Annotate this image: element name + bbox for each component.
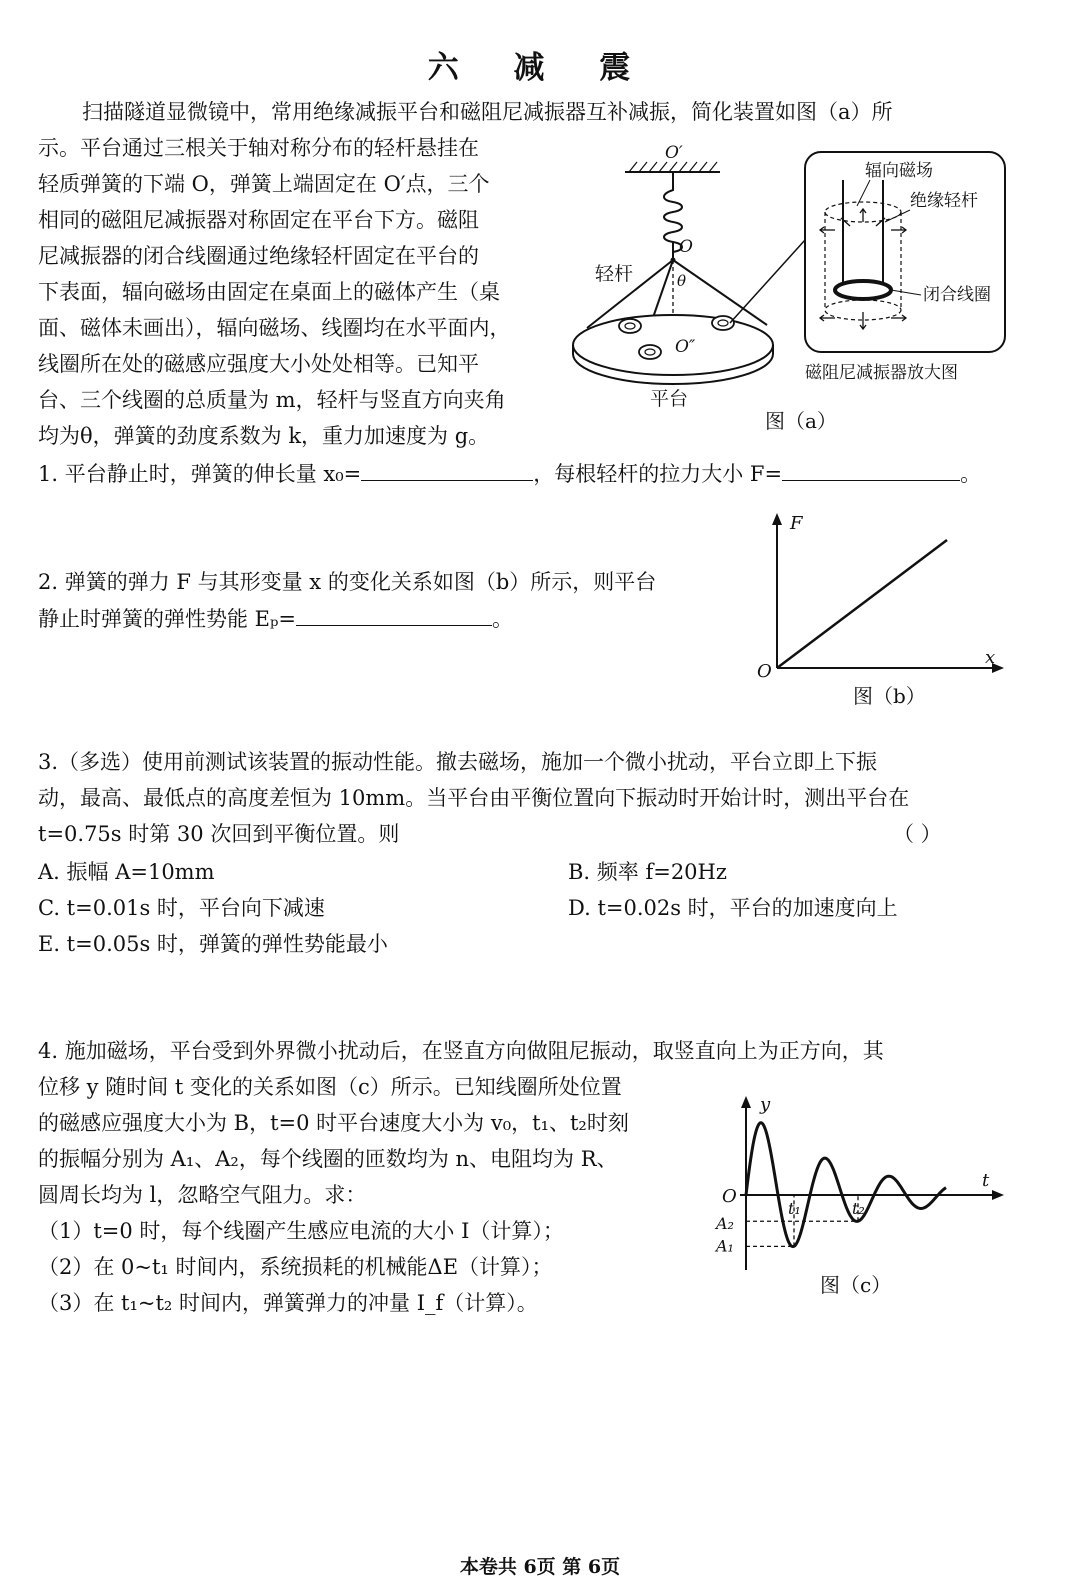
q4-line-3: 的磁感应强度大小为 B，t=0 时平台速度大小为 v₀，t₁、t₂时刻 [38,1111,629,1135]
q2-line-2 [38,601,513,637]
figure-a [565,140,1045,450]
ceiling-hatch [629,162,717,172]
label-insulating-rod: 绝缘轻杆 [910,191,978,211]
q1-blank-f[interactable] [782,458,960,481]
q4-sub-1: （1）t=0 时，每个线圈产生感应电流的大小 I（计算）； [38,1219,564,1243]
fig-c-a2-label: A₂ [716,1214,734,1234]
q4-line-5: 圆周长均为 l，忽略空气阻力。求： [38,1183,367,1207]
coil-3 [639,345,661,359]
platform-top [573,315,773,375]
q3-line-1: 3.（多选）使用前测试该装置的振动性能。撤去磁场，施加一个微小扰动，平台立即上下振 [38,750,878,774]
label-theta: θ [677,272,687,290]
fig-c-damped-curve [746,1123,946,1247]
fig-c-ylabel: y [760,1094,771,1115]
fig-c-a1-label: A₁ [716,1236,734,1256]
pointer-line [730,240,805,323]
fig-b-xlabel: x [985,647,996,668]
inset-box [805,152,1005,352]
fig-b-ylabel: F [790,513,803,534]
intro-line-4: 相同的磁阻尼减振器对称固定在平台下方。磁阻 [38,208,479,232]
label-rod: 轻杆 [595,263,634,285]
label-o-double-prime: O″ [675,337,696,357]
q2-line-1: 2. 弹簧的弹力 F 与其形变量 x 的变化关系如图（b）所示，则平台 [38,570,657,594]
figure-c [710,1090,1020,1310]
q1-mid: ，每根轻杆的拉力大小 F= [533,462,783,486]
label-radial-field: 辐向磁场 [865,161,933,181]
intro-line-9: 台、三个线圈的总质量为 m，轻杆与竖直方向夹角 [38,388,506,412]
q1-prefix: 1. 平台静止时，弹簧的伸长量 x₀= [38,462,362,486]
figure-c-caption: 图（c） [820,1273,892,1297]
intro-line-1: 扫描隧道显微镜中，常用绝缘减振平台和磁阻尼减振器互补减振，简化装置如图（a）所 [82,100,893,124]
intro-line-6: 下表面，辐向磁场由固定在桌面上的磁体产生（桌 [38,280,500,304]
page-title: 六 减 震 [427,50,653,86]
intro-line-5: 尼减振器的闭合线圈通过绝缘轻杆固定在平台的 [38,244,479,268]
fig-c-xlabel: t [982,1170,990,1191]
q2-blank-ep[interactable] [296,603,492,626]
q1-end: 。 [960,462,982,486]
fig-b-line [777,540,947,668]
q3-answer-bracket[interactable]: （ ） [893,822,942,846]
label-platform: 平台 [650,388,689,410]
intro-line-10: 均为θ，弹簧的劲度系数为 k，重力加速度为 g。 [38,424,490,448]
q4-line-1: 4. 施加磁场，平台受到外界微小扰动后，在竖直方向做阻尼振动，取竖直向上为正方向，其 [38,1039,884,1063]
q1-blank-x0[interactable] [361,458,533,481]
q4-sub-3: （3）在 t₁~t₂ 时间内，弹簧弹力的冲量 I_f（计算）。 [38,1291,538,1315]
q2-end: 。 [492,607,513,631]
fig-c-t2-label: t₂ [852,1199,865,1218]
question-1 [38,456,981,492]
q3-option-d[interactable]: D. t=0.02s 时，平台的加速度向上 [568,896,898,920]
q4-sub-2: （2）在 0~t₁ 时间内，系统损耗的机械能ΔE（计算）； [38,1255,553,1279]
q3-line-2: 动，最高、最低点的高度差恒为 10mm。当平台由平衡位置向下振动时开始计时，测出平台在 [38,786,910,810]
coil-1 [619,319,641,333]
fig-c-t1-label: t₁ [788,1199,801,1218]
intro-line-7: 面、磁体未画出），辐向磁场、线圈均在水平面内， [38,316,511,340]
figure-b-caption: 图（b） [853,684,926,708]
inset-caption: 磁阻尼减振器放大图 [805,363,958,383]
q3-option-e[interactable]: E. t=0.05s 时，弹簧的弹性势能最小 [38,932,388,956]
page-footer: 本卷共 6页 第 6页 [459,1556,621,1578]
q3-line-3: t=0.75s 时第 30 次回到平衡位置。则 [38,822,400,846]
fig-c-origin: O [722,1186,737,1207]
label-o-prime: O′ [665,143,683,163]
q4-line-2: 位移 y 随时间 t 变化的关系如图（c）所示。已知线圈所处位置 [38,1075,622,1099]
intro-line-3: 轻质弹簧的下端 O，弹簧上端固定在 O′点，三个 [38,172,490,196]
figure-a-caption: 图（a） [765,409,837,433]
intro-line-8: 线圈所在处的磁感应强度大小处处相等。已知平 [38,352,479,376]
label-o: O [679,237,693,257]
inset-coil [835,281,891,299]
label-closed-coil: 闭合线圈 [923,285,991,305]
figure-b [745,505,1025,715]
q4-line-4: 的振幅分别为 A₁、A₂，每个线圈的匝数均为 n、电阻均为 R、 [38,1147,618,1171]
q3-option-b[interactable]: B. 频率 f=20Hz [568,860,727,884]
q3-option-a[interactable]: A. 振幅 A=10mm [38,860,215,884]
q3-option-c[interactable]: C. t=0.01s 时，平台向下减速 [38,896,325,920]
fig-b-origin: O [757,661,772,682]
intro-line-2: 示。平台通过三根关于轴对称分布的轻杆悬挂在 [38,136,479,160]
q2-line-2-text: 静止时弹簧的弹性势能 Eₚ= [38,607,296,631]
